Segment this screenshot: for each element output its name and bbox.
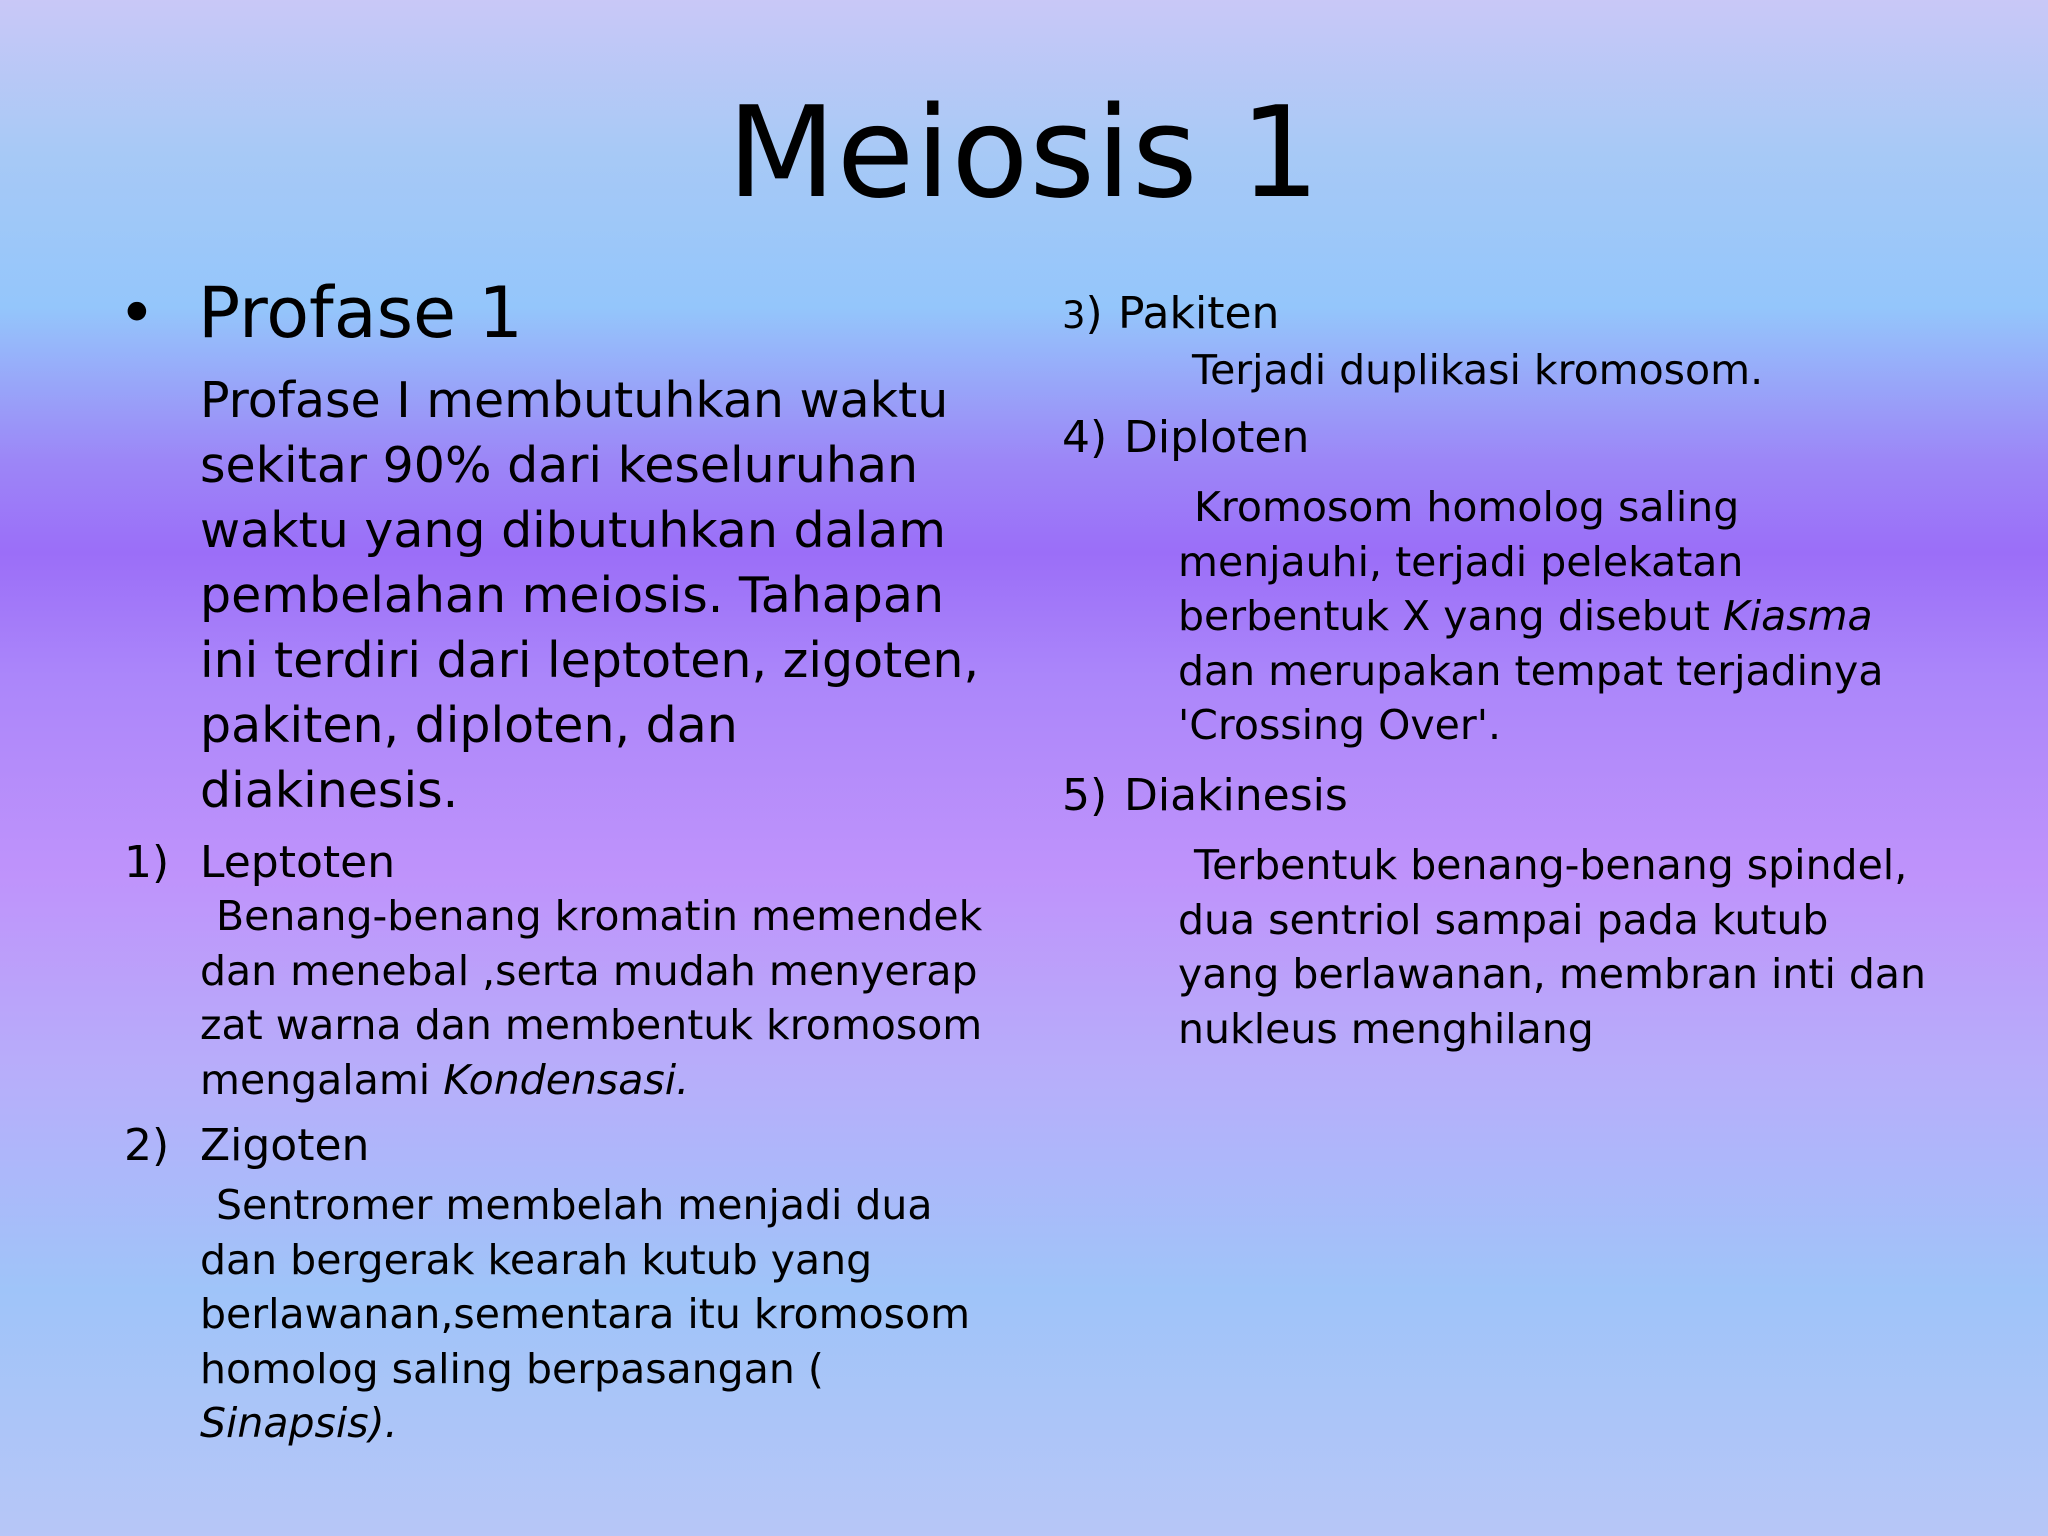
stage-description-leptoten <box>200 889 990 1107</box>
stage-number: 5) <box>1062 770 1108 821</box>
stage-heading-leptoten: Leptoten <box>200 837 396 888</box>
stage-description-pakiten: Terjadi duplikasi kromosom. <box>1192 346 1764 394</box>
stage-number <box>1062 286 1103 344</box>
stage-term-italic: Kiasma <box>1722 592 1873 640</box>
stage-number: 1) <box>124 837 170 888</box>
stage-description-zigoten <box>200 1178 990 1451</box>
stage-number: 4) <box>1062 412 1108 463</box>
stage-text: Benang-benang kromatin memendek dan menebal ,serta mudah menyerap zat warna dan membentuk kromosom mengalami <box>200 892 983 1104</box>
bullet-dot: • <box>118 277 156 351</box>
stage-text: Kromosom homolog saling menjauhi, terjadi pelekatan berbentuk X yang disebut <box>1178 483 1744 640</box>
stage-text: Terbentuk benang-benang spindel, dua sentriol sampai pada kutub yang berlawanan, membran inti dan nukleus menghilang <box>1178 841 1927 1053</box>
profase-heading: Profase 1 <box>198 272 523 354</box>
slide-title: Meiosis 1 <box>727 79 1321 226</box>
stage-description-diakinesis <box>1178 838 1938 1056</box>
stage-text: Sentromer membelah menjadi dua dan bergerak kearah kutub yang berlawanan,sementara itu kromosom homolog saling berpasangan ( <box>200 1181 971 1393</box>
stage-number: 2) <box>124 1120 170 1171</box>
profase-intro-paragraph: Profase I membutuhkan waktu sekitar 90% dari keseluruhan waktu yang dibutuhkan dalam pembelahan meiosis. Tahapan ini terdiri dari leptoten, zigoten, pakiten, diploten, dan diakinesis. <box>200 372 980 819</box>
stage-heading-pakiten: Pakiten <box>1118 288 1280 339</box>
stage-text-end: ). <box>368 1399 398 1447</box>
stage-text-end: dan merupakan tempat terjadinya 'Crossing Over'. <box>1178 646 1884 749</box>
stage-term-italic: Sinapsis <box>200 1399 369 1447</box>
stage-number-paren: ) <box>1085 288 1103 339</box>
stage-heading-diploten: Diploten <box>1124 412 1310 463</box>
stage-text-end: . <box>676 1055 690 1104</box>
stage-heading-zigoten: Zigoten <box>200 1120 370 1171</box>
stage-term-italic: Kondensasi <box>443 1055 677 1104</box>
stage-heading-diakinesis: Diakinesis <box>1124 770 1348 821</box>
stage-description-diploten <box>1178 480 1938 753</box>
stage-number-digit: 3 <box>1062 294 1086 337</box>
